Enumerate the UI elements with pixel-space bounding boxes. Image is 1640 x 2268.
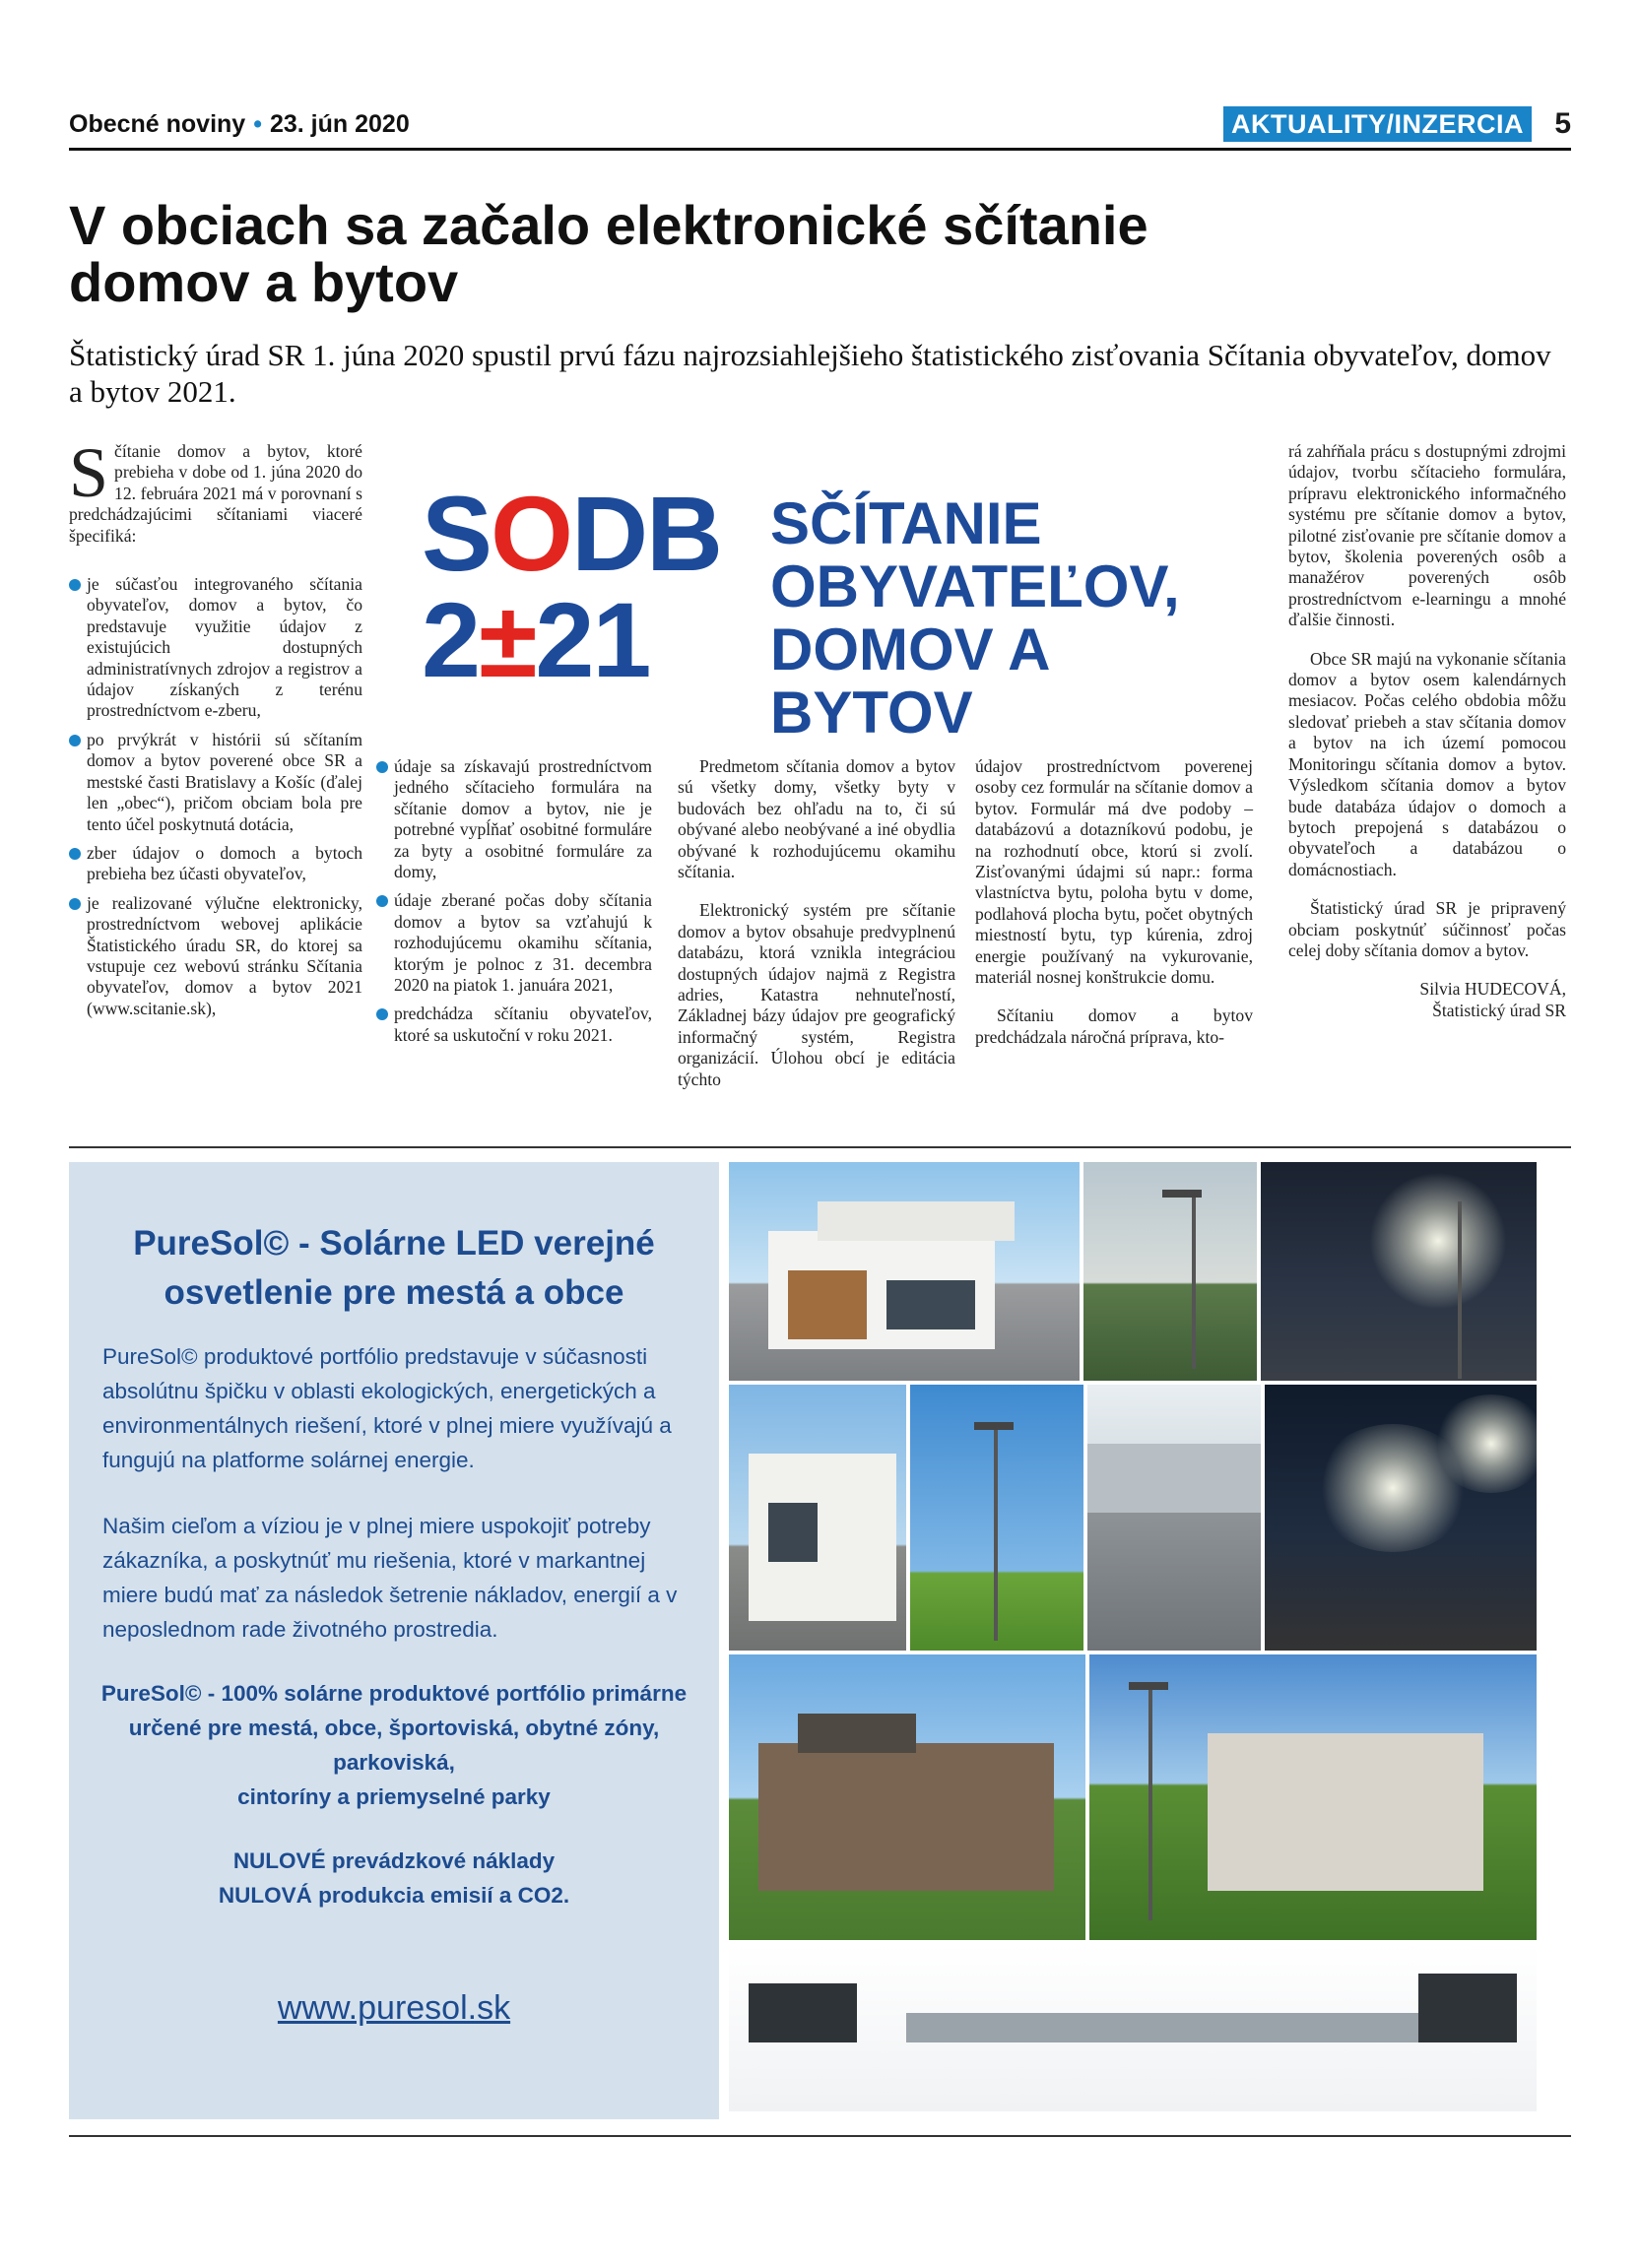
ad-highlight: PureSol© - 100% solárne produktové portfólio primárne určené pre mestá, obce, športoviská, obytné zóny, parkoviská, cintoríny a priemyselné parky (100, 1681, 688, 1809)
author-organization: Štatistický úrad SR (1432, 1000, 1566, 1020)
ad-paragraph: Našim cieľom a víziou je v plnej miere uspokojiť potreby zákazníka, a poskytnúť mu riešenia, ktoré v markantnej miere budú mať za následok šetrenie nákladov, energií a v neposlednom rade životného prostredia. (102, 1514, 678, 1642)
section-label: AKTUALITY/INZERCIA (1223, 106, 1532, 142)
ad-website-link[interactable]: www.puresol.sk (277, 1989, 511, 2027)
suburban-house-photo (729, 1654, 1085, 1940)
ad-title: PureSol© - Solárne LED verejné osvetlenie pre mestá a obce (133, 1224, 655, 1312)
masthead (69, 110, 410, 139)
night-path-light-photo (1261, 1162, 1537, 1381)
bullet-item: je realizované výlučne elektronicky, prostredníctvom webovej aplikácie Štatistického úradu SR, do ktorej sa vstupuje cez webovú stránku Sčítania obyvateľov, domov a bytov 2021 (www.scitanie.sk), (69, 893, 362, 1019)
paragraph: Sčítaniu domov a bytov predchádzala náročná príprava, kto- (975, 1005, 1253, 1047)
bullet-item: údaje sa získavajú prostredníctvom jedného sčítacieho formulára na sčítanie domov a bytov, nie je potrebné vypĺňať osobitné formuláre za byty a osobitné formuláre za domy, (376, 756, 652, 882)
paragraph: Obce SR majú na vykonanie sčítania domov a bytov osem kalendárnych mesiacov. Počas celého obdobia môžu sledovať priebeh a stav sčítania domov a bytov na ich území pomocou Monitoringu sčítania domov a bytov. Výsledkom sčítania domov a bytov bude databáza údajov o domoch a bytoch prepojená s databázou o obyvateľoch a databázou o domácnostiach. (1288, 648, 1566, 879)
park-streetlight-photo (1083, 1162, 1257, 1381)
bullet-item: zber údajov o domoch a bytoch prebieha bez účasti obyvateľov, (69, 843, 362, 885)
separator-dot: • (253, 110, 262, 138)
headline-line-1: V obciach sa začalo elektronické sčítanie (69, 194, 1148, 256)
paragraph: Elektronický systém pre sčítanie domov a bytov obsahuje predvyplnenú databázu, ktorá vznikla integráciou dostupných údajov najmä z Registra adries, Katastra nehnuteľností, Základnej bázy údajov pre geografický informačný systém, Registra organizácií. Úlohou obcí je editácia týchto (678, 900, 955, 1089)
paragraph: rá zahŕňala prácu s dostupnými zdrojmi údajov, tvorbu sčítacieho formulára, prípravu elektronického informačného systému pre sčítanie domov a bytov, pilotné zisťovanie pre sčítanie domov a bytov, školenia poverených osôb a manažérov poverených osôb prostredníctvom e-learningu a mnohé ďalšie činnosti. (1288, 441, 1566, 630)
paper-name: Obecné noviny (69, 110, 246, 138)
ad-zero-costs: NULOVÉ prevádzkové náklady NULOVÁ produkcia emisií a CO2. (218, 1848, 570, 1908)
article-column-2 (376, 756, 652, 1054)
bullet-item: predchádza sčítaniu obyvateľov, ktoré sa uskutoční v roku 2021. (376, 1004, 652, 1046)
bullet-item: je súčasťou integrovaného sčítania obyvateľov, domov a bytov, čo predstavuje využitie údajov z existujúcich dostupných administratívnych zdrojov a registrov a údajov získaných z terénu prostredníctvom e-zberu, (69, 574, 362, 722)
solar-lamp-products-photo (729, 1944, 1537, 2111)
article-headline (69, 194, 1448, 313)
modern-villa-photo (729, 1162, 1080, 1381)
drop-cap: S (69, 433, 109, 512)
article-column-5 (1288, 441, 1566, 1029)
logo-wordmark: SČÍTANIE OBYVATEĽOV, DOMOV A BYTOV (770, 490, 1180, 745)
paragraph: Štatistický úrad SR je pripravený obciam poskytnúť súčinnosť počas celej doby sčítania domov a bytov. (1288, 898, 1566, 960)
street-lamp-sky-photo (910, 1385, 1083, 1651)
paragraph: Predmetom sčítania domov a bytov sú všetky domy, všetky byty v budovách bez ohľadu na to, či sú obývané alebo neobývané a iné obydlia obývané k rozhodujúcemu okamihu sčítania. (678, 756, 955, 882)
header-rule (69, 148, 1571, 151)
ad-text-panel (69, 1162, 719, 2119)
article-column-3 (678, 756, 955, 1098)
bullet-item: údaje zberané počas doby sčítania domov a bytov sa vzťahujú k rozhodujúcemu okamihu sčítania, ktorým je polnoc z 31. decembra 2020 na piatok 1. januára 2021, (376, 890, 652, 996)
sodb-logo (376, 441, 1253, 745)
ad-paragraph: PureSol© produktové portfólio predstavuje v súčasnosti absolútnu špičku v oblasti ekologických, energetických a environmentálnych riešení, ktoré v plnej miere využívajú a fungujú na platforme solárnej energie. (102, 1344, 672, 1472)
paragraph: údajov prostredníctvom poverenej osoby cez formulár na sčítanie domov a bytov. Formulár má dve podoby – databázovú a dotazníkovú podobu, je na rozhodnutí obce, ktorú si zvolí. Zisťovanými údajmi sú napr.: forma vlastníctva bytu, poloha bytu v dome, podlahová plocha bytu, počet obytných miestností bytu, typ kúrenia, zdroj energie používaný na vykurovanie, materiál nosnej konštrukcie domu. (975, 756, 1253, 988)
issue-date: 23. jún 2020 (269, 110, 410, 138)
page-number: 5 (1554, 107, 1571, 140)
author-name: Silvia HUDECOVÁ, (1419, 979, 1566, 1000)
parking-lot-photo (1087, 1385, 1261, 1651)
night-road-lights-photo (1265, 1385, 1537, 1651)
article-column-1 (69, 433, 362, 1027)
page-header (69, 106, 1571, 150)
article-lead: Štatistický úrad SR 1. júna 2020 spustil prvú fázu najrozsiahlejšieho štatistického zisťovania Sčítania obyvateľov, domov a bytov 2021. (69, 338, 1551, 409)
intro-paragraph: Sčítanie domov a bytov, ktoré prebieha v dobe od 1. júna 2020 do 12. februára 2021 má v porovnaní s predchádzajúcimi sčítaniami viaceré špecifiká: (69, 433, 362, 546)
logo-mark: SODB 2±21 (422, 474, 722, 699)
section-divider (69, 1146, 1571, 1148)
page-bottom-rule (69, 2135, 1571, 2137)
bullet-item: po prvýkrát v histórii sú sčítaním domov a bytov poverené obce SR a mestské časti Bratislavy a Košíc (ďalej len „obec“), pričom obciam bola pre tento účel poskytnutá dotácia, (69, 730, 362, 835)
white-house-photo (729, 1385, 906, 1651)
headline-line-2: domov a bytov (69, 251, 459, 313)
residential-lamp-photo (1089, 1654, 1537, 1940)
article-column-4 (975, 756, 1253, 1056)
puresol-advertisement (69, 1162, 1571, 2119)
